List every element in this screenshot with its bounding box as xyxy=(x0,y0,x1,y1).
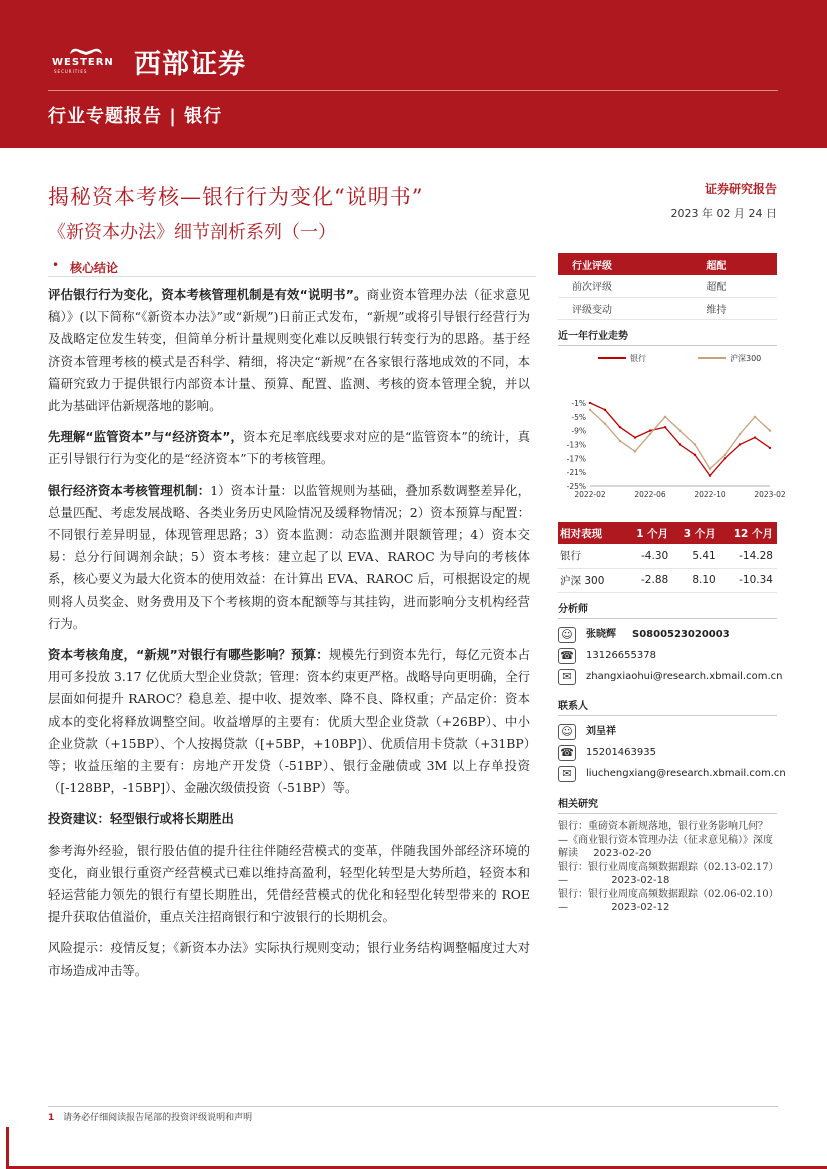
rating-header-row xyxy=(558,253,777,275)
paragraph-lead: 银行经济资本考核管理机制： xyxy=(48,482,211,498)
rating-value: 维持 xyxy=(692,297,777,319)
paragraph-text: 风险提示：疫情反复；《新资本办法》实际执行规则变动；银行业务结构调整幅度过大对市场造成冲击等。 xyxy=(48,940,530,978)
data-point xyxy=(694,454,696,456)
contact-title: 联系人 xyxy=(558,697,777,716)
footer-note: 请务必仔细阅读报告尾部的投资评级说明和声明 xyxy=(63,1113,253,1123)
related-item-text[interactable]: 银行：银行业周度高频数据跟踪（02.06-02.10）— xyxy=(558,888,774,913)
performance-cell: 沪深 300 xyxy=(558,568,625,592)
paragraph xyxy=(48,426,530,470)
performance-header-cell: 1 个月 xyxy=(625,522,673,544)
footer xyxy=(48,1110,252,1123)
doc-label: 证券研究报告 xyxy=(704,182,777,196)
contact-phone: 15201463935 xyxy=(586,747,656,758)
paragraph-text: 参考海外经验，银行股估值的提升往往伴随经营模式的变革，伴随我国外部经济环境的变化，商业银行重资产经营模式已难以维持高盈利，轻型化转型是大势所趋，轻资本和轻运营能力领先的银行有望长期胜出，凭借经营模式的优化和轻型化转型带来的 ROE 提升获取估值溢价，重点关注招商银行和宁波银行的长期机会。 xyxy=(48,842,530,925)
trend-chart xyxy=(558,346,786,499)
legend-label: 沪深300 xyxy=(730,354,762,363)
data-point xyxy=(724,457,726,459)
paragraph xyxy=(48,644,530,799)
corner-accent-vertical xyxy=(6,1127,9,1169)
page-number: 1 xyxy=(48,1113,55,1123)
performance-cell: 8.10 xyxy=(672,568,720,592)
paragraph-text: 资本充足率底线要求对应的是“监管资本”的统计，真正引导银行行为变化的是“经济资本”下的考核管理。 xyxy=(48,429,531,467)
contact-name-row xyxy=(558,724,777,745)
bullet-icon: • xyxy=(52,258,60,272)
y-tick-label: -5% xyxy=(571,412,586,422)
y-tick-label: -17% xyxy=(566,454,586,464)
phone-icon: ☎ xyxy=(558,648,576,664)
legend-label: 银行 xyxy=(630,354,646,363)
data-point xyxy=(754,436,756,438)
data-point xyxy=(664,416,666,418)
trend-title: 近一年行业走势 xyxy=(558,327,777,346)
contact-phone-row xyxy=(558,745,777,766)
y-tick-label: -9% xyxy=(571,426,586,436)
performance-header-row xyxy=(558,522,777,544)
header-banner xyxy=(0,0,827,148)
related-item[interactable] xyxy=(558,888,777,915)
report-date: 2023 年 02 月 24 日 xyxy=(670,207,777,220)
related-item-text[interactable]: 银行：重磅资本新规落地，银行业务影响几何？—《商业银行资本管理办法（征求意见稿）》深度解读 xyxy=(558,821,773,859)
rating-row xyxy=(558,275,777,297)
analyst-phone-row xyxy=(558,648,777,669)
y-tick-label: -25% xyxy=(566,482,586,491)
report-subtitle: 《新资本办法》细节剖析系列（一） xyxy=(48,222,336,243)
data-point xyxy=(589,409,591,411)
data-point xyxy=(679,443,681,445)
data-point xyxy=(664,426,666,428)
data-point xyxy=(634,450,636,452)
performance-cell: -4.30 xyxy=(625,544,673,568)
data-point xyxy=(604,422,606,424)
mail-icon: ✉ xyxy=(558,669,576,685)
data-point xyxy=(589,402,591,404)
paragraph xyxy=(48,808,530,830)
person-icon: ☺ xyxy=(558,627,576,643)
data-point xyxy=(709,467,711,469)
performance-cell: -2.88 xyxy=(625,568,673,592)
performance-header-cell: 3 个月 xyxy=(672,522,720,544)
analyst-name: 张晓辉 xyxy=(586,629,616,640)
header-divider xyxy=(48,90,778,91)
main-body xyxy=(48,284,530,991)
performance-cell: -10.34 xyxy=(720,568,777,592)
performance-row xyxy=(558,568,777,592)
data-point xyxy=(634,436,636,438)
paragraph-text: 1）资本计量：以监管规则为基础，叠加系数调整差异化，总量匹配、考虑发展战略、各类业务历史风险情况及缓释物情况；2）资本预算与配置：不同银行差异明显，体现管理思路；3）资本监测：动态监测并限额管理；4）资本交易：总分行间调剂余缺；5）资本考核：建立起了以 EVA、RAROC 为导向的考核体系，核心要义为最大化资本的使用效益：在计算出 EVA、RAROC 后，可根据设定的规则将人员奖金、财务费用及下个考核期的资本配额等与其挂钩，进而影响分支机构经营行为。 xyxy=(48,482,531,631)
data-point xyxy=(679,429,681,431)
data-point xyxy=(769,447,771,449)
performance-header-cell: 12 个月 xyxy=(720,522,777,544)
contact-name: 刘呈祥 xyxy=(586,726,616,737)
related-item-date: 2023-02-18 xyxy=(611,875,670,886)
x-tick-label: 2022-02 xyxy=(574,490,606,499)
data-point xyxy=(709,474,711,476)
x-tick-label: 2022-06 xyxy=(634,490,666,499)
performance-row xyxy=(558,544,777,568)
rating-table xyxy=(558,253,777,320)
report-title: 揭秘资本考核—银行行为变化“说明书” xyxy=(48,185,424,209)
data-point xyxy=(604,409,606,411)
analyst-phone: 13126655378 xyxy=(586,650,656,661)
phone-icon: ☎ xyxy=(558,745,576,761)
report-type: 行业专题报告 | 银行 xyxy=(48,106,223,127)
paragraph xyxy=(48,937,530,981)
paragraph xyxy=(48,284,530,417)
x-tick-label: 2023-02 xyxy=(754,490,786,499)
related-item[interactable] xyxy=(558,861,777,888)
related-research xyxy=(558,795,777,915)
performance-table xyxy=(558,522,777,593)
logo-subword: SECURITIES xyxy=(54,69,88,74)
x-tick-label: 2022-10 xyxy=(694,490,726,499)
logo-word: WESTERN xyxy=(52,57,114,68)
related-title: 相关研究 xyxy=(558,795,777,814)
analyst-name-row xyxy=(558,627,777,648)
performance-header-cell: 相对表现 xyxy=(558,522,625,544)
data-point xyxy=(619,426,621,428)
paragraph-lead: 先理解“监管资本”与“经济资本”， xyxy=(48,429,243,445)
y-tick-label: -21% xyxy=(566,468,586,478)
related-item-text[interactable]: 银行：银行业周度高频数据跟踪（02.13-02.17）— xyxy=(558,861,774,886)
data-point xyxy=(619,440,621,442)
footer-divider xyxy=(48,1106,778,1107)
person-icon: ☺ xyxy=(558,724,576,740)
paragraph xyxy=(48,840,530,929)
related-item[interactable] xyxy=(558,820,777,861)
data-point xyxy=(724,454,726,456)
y-tick-label: -1% xyxy=(571,398,586,408)
paragraph-lead: 资本考核角度，“新规”对银行有哪些影响？预算： xyxy=(48,647,329,663)
data-point xyxy=(769,429,771,431)
rating-row xyxy=(558,297,777,319)
company-logo xyxy=(52,44,120,74)
rating-header-label: 行业评级 xyxy=(558,253,692,275)
section-title: 核心结论 xyxy=(70,261,119,275)
paragraph-lead: 评估银行行为变化，资本考核管理机制是有效“说明书”。 xyxy=(48,287,367,302)
paragraph-text: 商业资本管理办法（征求意见稿）》(以下简称“《新资本办法》”或“新规”)日前正式发布，“新规”或将引导银行经营行为及战略定位发生转变，但简单分析计量规则变化难以反映银行转变行为的思路。基于经济资本管理考核的模式是否科学、精细，将决定“新规”在各家银行落地成效的不同，本篇研究致力于提供银行内部资本计量、预算、配置、监测、考核的资本管理全貌，并以此为基础评估新规落地的影响。 xyxy=(48,287,530,414)
contact-email[interactable]: liuchengxiang@research.xbmail.com.cn xyxy=(586,768,786,779)
paragraph-text: 规模先行到资本先行，每亿元资本占用可多投放 3.17 亿优质大型企业贷款；管理：资本约束更严格。战略导向更明确，全行层面如何提升 RAROC？稳息差、提中收、提效率、降不良、降权重；产品定价：资本成本的变化将释放调整空间。收益增厚的主要有：优质大型企业贷款（+26BP）、中小企业贷款（+15BP）、个人按揭贷款（[+5BP，+10BP]）、优质信用卡贷款（+31BP）等；收益压缩的主要有：房地产开发贷（-51BP）、银行金融债或 3M 以上存单投资（[-128BP，-15BP]）、金融次级债投资（-51BP）等。 xyxy=(48,647,531,796)
paragraph-lead: 投资建议：轻型银行或将长期胜出 xyxy=(48,811,234,827)
trend-chart-box xyxy=(558,327,786,499)
rating-label: 前次评级 xyxy=(558,275,692,297)
rating-value: 超配 xyxy=(692,275,777,297)
analyst-section xyxy=(558,600,783,690)
performance-cell: 5.41 xyxy=(672,544,720,568)
series-line xyxy=(590,403,770,476)
rating-label: 评级变动 xyxy=(558,297,692,319)
paragraph xyxy=(48,480,530,635)
mail-icon: ✉ xyxy=(558,766,576,782)
brand-name: 西部证券 xyxy=(134,49,246,80)
data-point xyxy=(739,433,741,435)
analyst-email[interactable]: zhangxiaohui@research.xbmail.com.cn xyxy=(586,671,783,682)
related-item-date: 2023-02-12 xyxy=(611,902,670,913)
rating-panel xyxy=(558,253,777,320)
analyst-email-row[interactable] xyxy=(558,669,783,690)
y-tick-label: -13% xyxy=(566,440,586,450)
data-point xyxy=(694,443,696,445)
analyst-title: 分析师 xyxy=(558,600,777,619)
data-point xyxy=(649,433,651,435)
analyst-code: S0800523020003 xyxy=(632,629,730,640)
related-item-date: 2023-02-20 xyxy=(593,848,652,859)
performance-cell: 银行 xyxy=(558,544,625,568)
series-line xyxy=(590,410,770,469)
rating-header-value: 超配 xyxy=(692,253,777,275)
contact-email-row[interactable] xyxy=(558,766,786,787)
bull-horns-icon xyxy=(68,44,104,56)
contact-section xyxy=(558,697,786,787)
data-point xyxy=(649,429,651,431)
data-point xyxy=(739,443,741,445)
performance-cell: -14.28 xyxy=(720,544,777,568)
section-heading xyxy=(48,257,536,277)
data-point xyxy=(754,416,756,418)
